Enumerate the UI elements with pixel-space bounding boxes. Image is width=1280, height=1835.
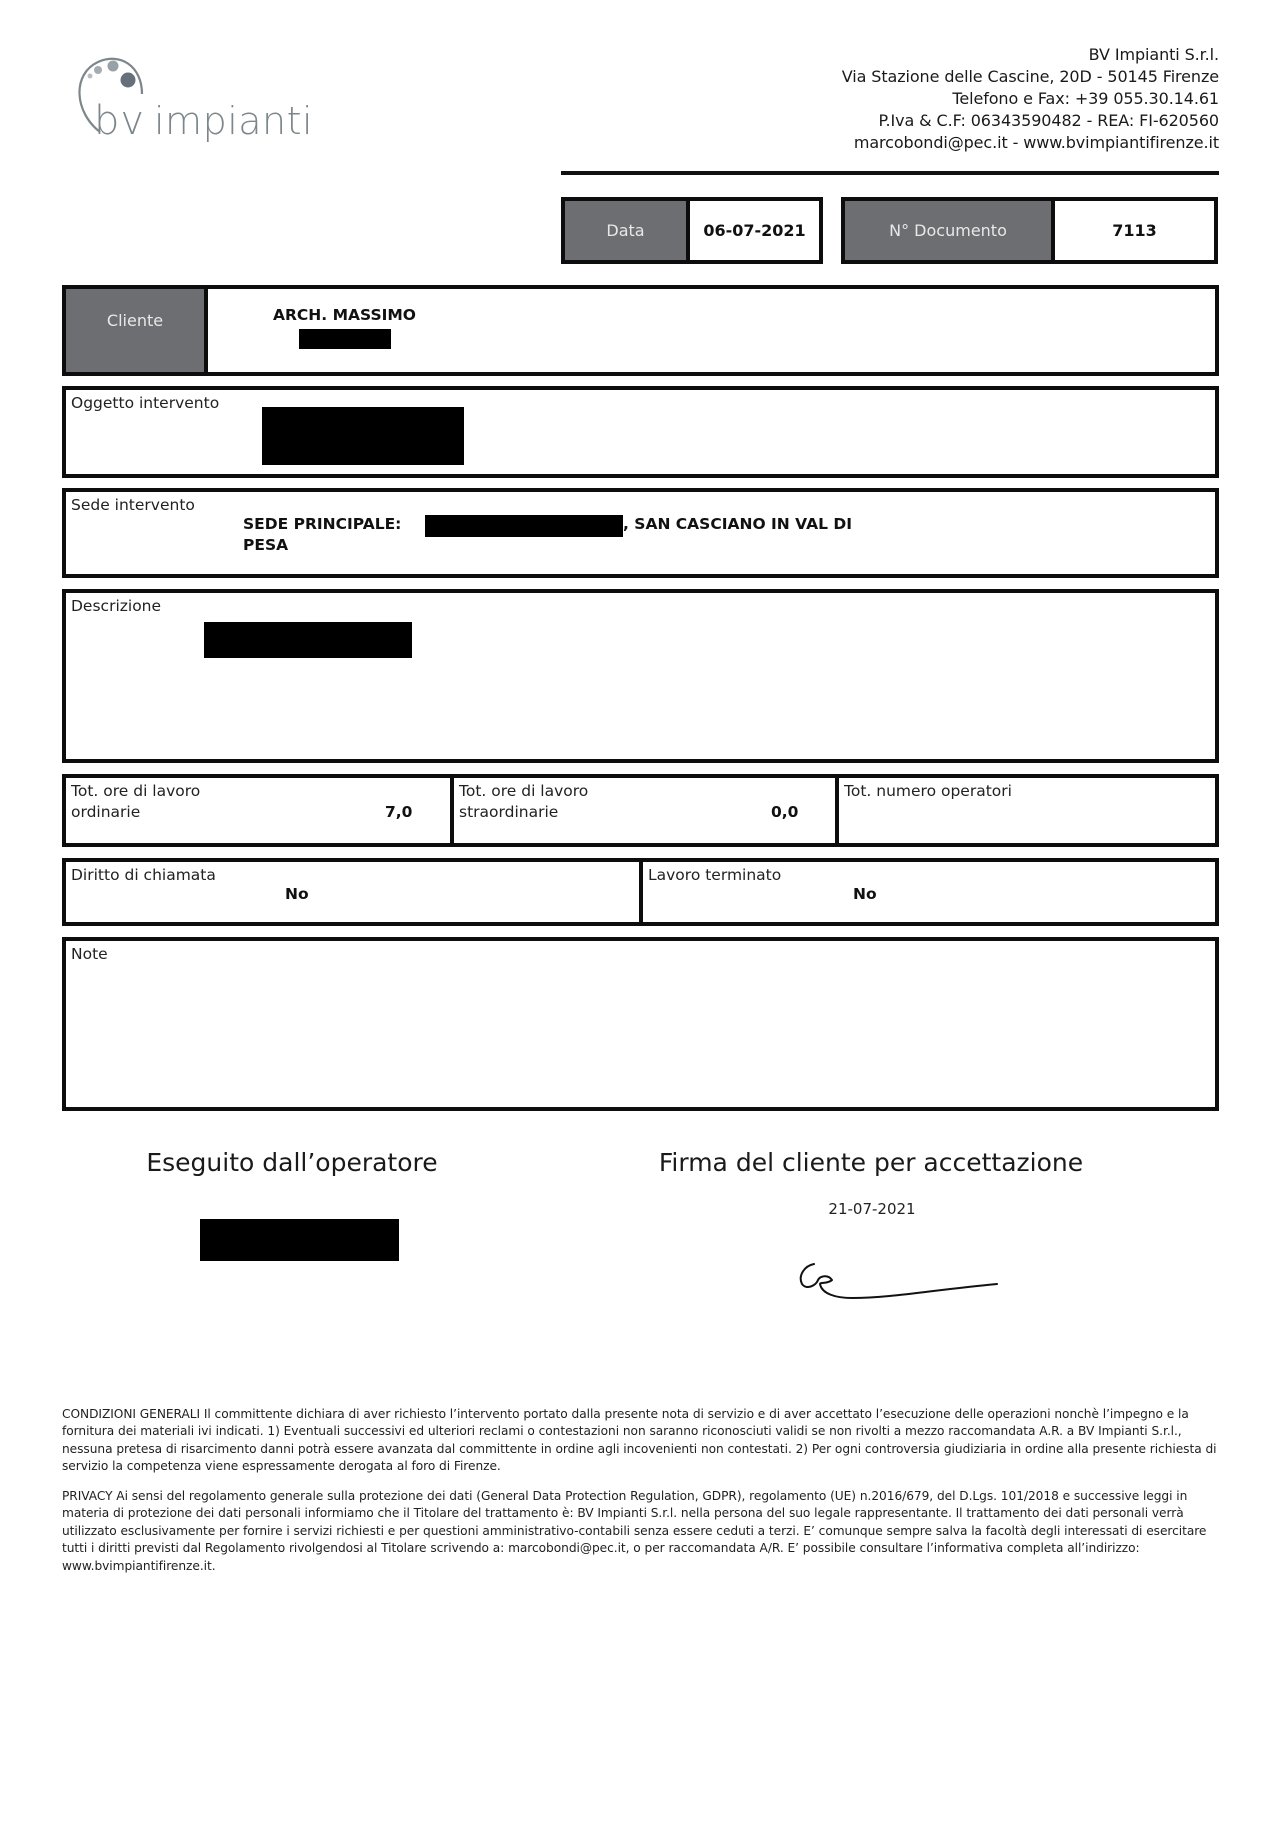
general-conditions-text: CONDIZIONI GENERALI Il committente dichiara di aver richiesto l’intervento portato dalla presente nota di servizio e di aver accettato l’esecuzione delle operazioni nonchè l’impegno e la fornitura dei materiali ivi indicati. 1) Eventuali successivi ed ulteriori reclami o contestazioni non saranno riconosciuti validi se non rivolti a mezzo raccomandata A.R. a BV Impianti S.r.l., nessuna pretesa di risarcimento danni potrà essere avanzata dal committente in ordine agli incovenienti non contestati. 2) Per ogni controversia giudiziaria in ordine alla presente richiesta di servizio la competenza viene espressamente derogata al foro di Firenze. <box>62 1407 1217 1474</box>
overtime-hours-label-1: Tot. ore di lavoro <box>459 782 589 800</box>
redacted-client-surname <box>299 329 391 349</box>
company-logo <box>70 52 350 144</box>
ordinary-hours-label-1: Tot. ore di lavoro <box>71 782 201 800</box>
company-contacts: marcobondi@pec.it - www.bvimpiantifirenze.it <box>853 133 1219 152</box>
hours-row <box>62 774 1219 847</box>
call-fee-label: Diritto di chiamata <box>71 866 216 884</box>
redacted-operator-name <box>200 1219 399 1261</box>
site-prefix: SEDE PRINCIPALE: <box>243 515 402 533</box>
work-completed-cell <box>639 862 1215 922</box>
client-label: Cliente <box>66 289 208 372</box>
company-address: Via Stazione delle Cascine, 20D - 50145 Firenze <box>841 67 1219 86</box>
ordinary-hours-value: 7,0 <box>385 803 413 821</box>
site-suffix: , SAN CASCIANO IN VAL DI <box>623 515 853 533</box>
client-box <box>62 285 1219 376</box>
intervention-site-label: Sede intervento <box>71 496 195 514</box>
ordinary-hours-cell <box>66 778 450 843</box>
client-signature-title: Firma del cliente per accettazione <box>658 1148 1084 1177</box>
ordinary-hours-label-2: ordinarie <box>71 803 141 821</box>
client-name: ARCH. MASSIMO <box>273 306 416 324</box>
call-fee-cell <box>66 862 639 922</box>
overtime-hours-cell <box>450 778 835 843</box>
description-box <box>62 589 1219 763</box>
intervention-subject-box <box>62 386 1219 478</box>
document-number-box <box>841 197 1218 264</box>
intervention-subject-label: Oggetto intervento <box>71 394 220 412</box>
redacted-site-address <box>425 515 623 537</box>
client-signature <box>792 1250 1007 1310</box>
description-label: Descrizione <box>71 597 162 615</box>
document-number-label: N° Documento <box>845 201 1055 260</box>
company-vat: P.Iva & C.F: 06343590482 - REA: FI-620560 <box>878 111 1219 130</box>
logo-text: bv <box>94 98 146 144</box>
svg-text:impianti: impianti <box>154 99 314 143</box>
flags-row <box>62 858 1219 926</box>
overtime-hours-value: 0,0 <box>771 803 799 821</box>
header-divider <box>561 171 1219 175</box>
notes-box <box>62 937 1219 1111</box>
redacted-description <box>204 622 412 658</box>
operators-count-cell <box>835 778 1215 843</box>
date-box <box>561 197 823 264</box>
redacted-intervention-subject <box>262 407 464 465</box>
notes-label: Note <box>71 945 108 963</box>
company-phone: Telefono e Fax: +39 055.30.14.61 <box>952 89 1219 108</box>
intervention-site-box <box>62 488 1219 578</box>
date-label: Data <box>565 201 690 260</box>
privacy-text: PRIVACY Ai sensi del regolamento generale sulla protezione dei dati (General Data Protection Regulation, GDPR), regolamento (UE) n.2016/679, del D.Lgs. 101/2018 e successive leggi in materia di protezione dei dati personali informiamo che il Titolare del trattamento è: BV Impianti S.r.l. nella persona del suo legale rappresentante. Il trattamento dei dati personali verrà utilizzato esclusivamente per fornire i servizi richiesti e per questioni amministrativo-contabili senza essere ceduti a terzi. E’ comunque sempre salva la facoltà degli interessati di esercitare tutti i diritti previsti dal Regolamento rivolgendosi al Titolare scrivendo a: marcobondi@pec.it, o per raccomandata A/R. E’ possibile consultare l’informativa completa all’indirizzo: www.bvimpiantifirenze.it. <box>62 1489 1207 1573</box>
company-name: BV Impianti S.r.l. <box>1088 45 1219 64</box>
site-line2: PESA <box>243 536 289 554</box>
client-signature-date: 21-07-2021 <box>828 1200 916 1218</box>
call-fee-value: No <box>285 885 309 903</box>
company-info <box>842 44 1219 154</box>
date-value: 06-07-2021 <box>690 201 819 260</box>
work-completed-label: Lavoro terminato <box>648 866 782 884</box>
overtime-hours-label-2: straordinarie <box>459 803 559 821</box>
operators-count-label: Tot. numero operatori <box>844 782 1012 800</box>
document-number-value: 7113 <box>1055 201 1214 260</box>
palette-dots-icon <box>70 52 350 144</box>
operator-signature-title: Eseguito dall’operatore <box>146 1148 438 1177</box>
work-completed-value: No <box>853 885 877 903</box>
